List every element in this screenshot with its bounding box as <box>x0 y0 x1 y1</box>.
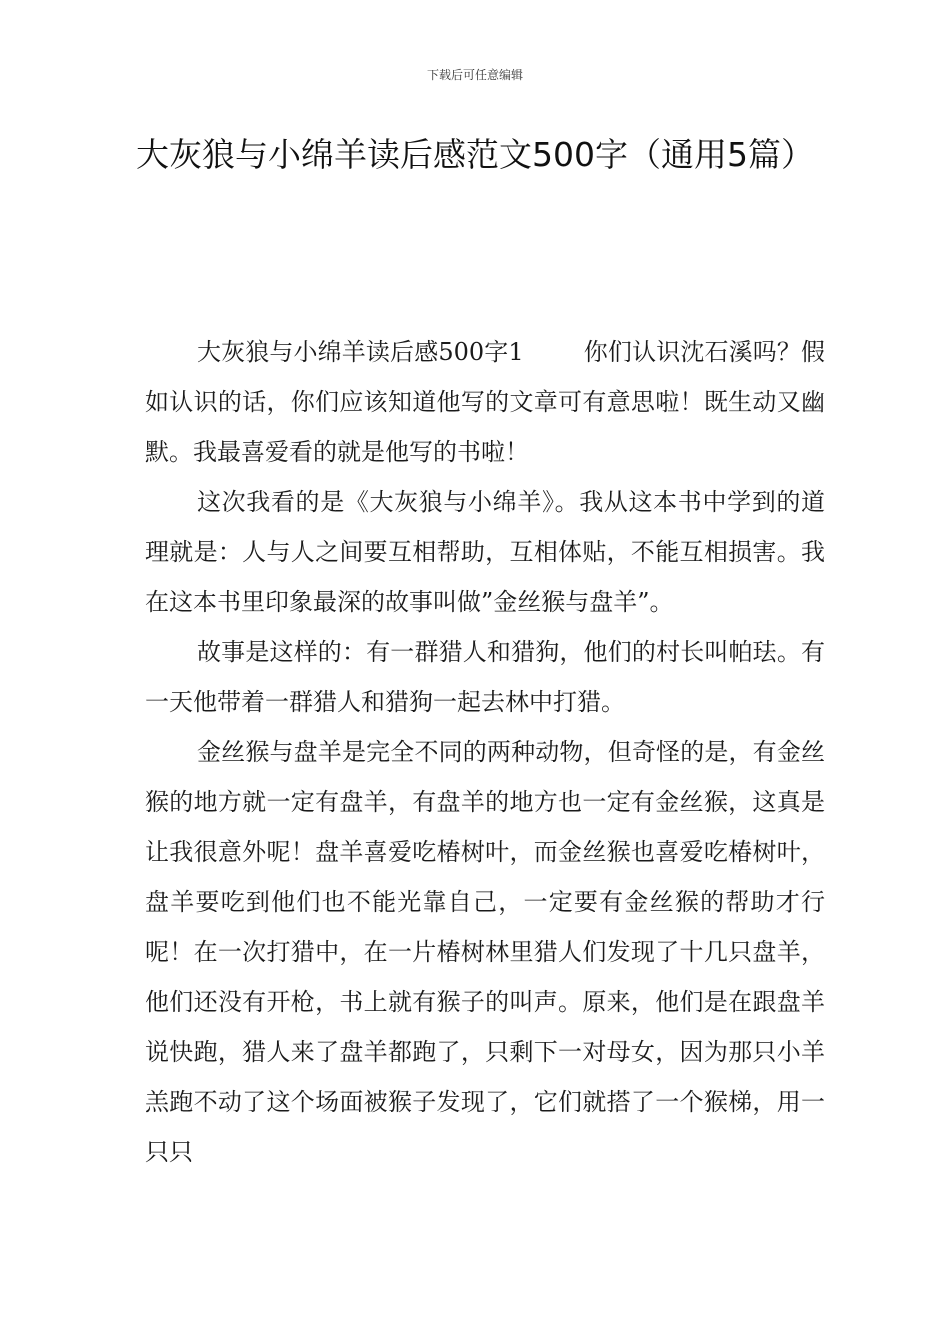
paragraph-1 <box>145 327 825 477</box>
paragraph-3: 故事是这样的：有一群猎人和猎狗，他们的村长叫帕珐。有一天他带着一群猎人和猎狗一起去林中打猎。 <box>145 638 825 716</box>
document-body <box>145 327 825 1177</box>
paragraph-2: 这次我看的是《大灰狼与小绵羊》。我从这本书中学到的道理就是：人与人之间要互相帮助，互相体贴，不能互相损害。我在这本书里印象最深的故事叫做”金丝猴与盘羊”。 <box>145 488 825 616</box>
paragraph-4: 金丝猴与盘羊是完全不同的两种动物，但奇怪的是，有金丝猴的地方就一定有盘羊，有盘羊的地方也一定有金丝猴，这真是让我很意外呢！盘羊喜爱吃椿树叶，而金丝猴也喜爱吃椿树叶，盘羊要吃到他们也不能光靠自己，一定要有金丝猴的帮助才行呢！在一次打猎中，在一片椿树林里猎人们发现了十几只盘羊，他们还没有开枪，书上就有猴子的叫声。原来，他们是在跟盘羊说快跑，猎人来了盘羊都跑了，只剩下一对母女，因为那只小羊羔跑不动了这个场面被猴子发现了，它们就搭了一个猴梯，用一只只 <box>145 738 825 1166</box>
section-heading: 大灰狼与小绵羊读后感500字1 <box>197 338 524 366</box>
document-title: 大灰狼与小绵羊读后感范文500字（通用5篇） <box>136 135 814 174</box>
header-note: 下载后可任意编辑 <box>426 68 523 82</box>
paragraph-1-text: 你们认识沈石溪吗？假如认识的话，你们应该知道他写的文章可有意思啦！既生动又幽默。我最喜爱看的就是他写的书啦！ <box>145 338 825 466</box>
